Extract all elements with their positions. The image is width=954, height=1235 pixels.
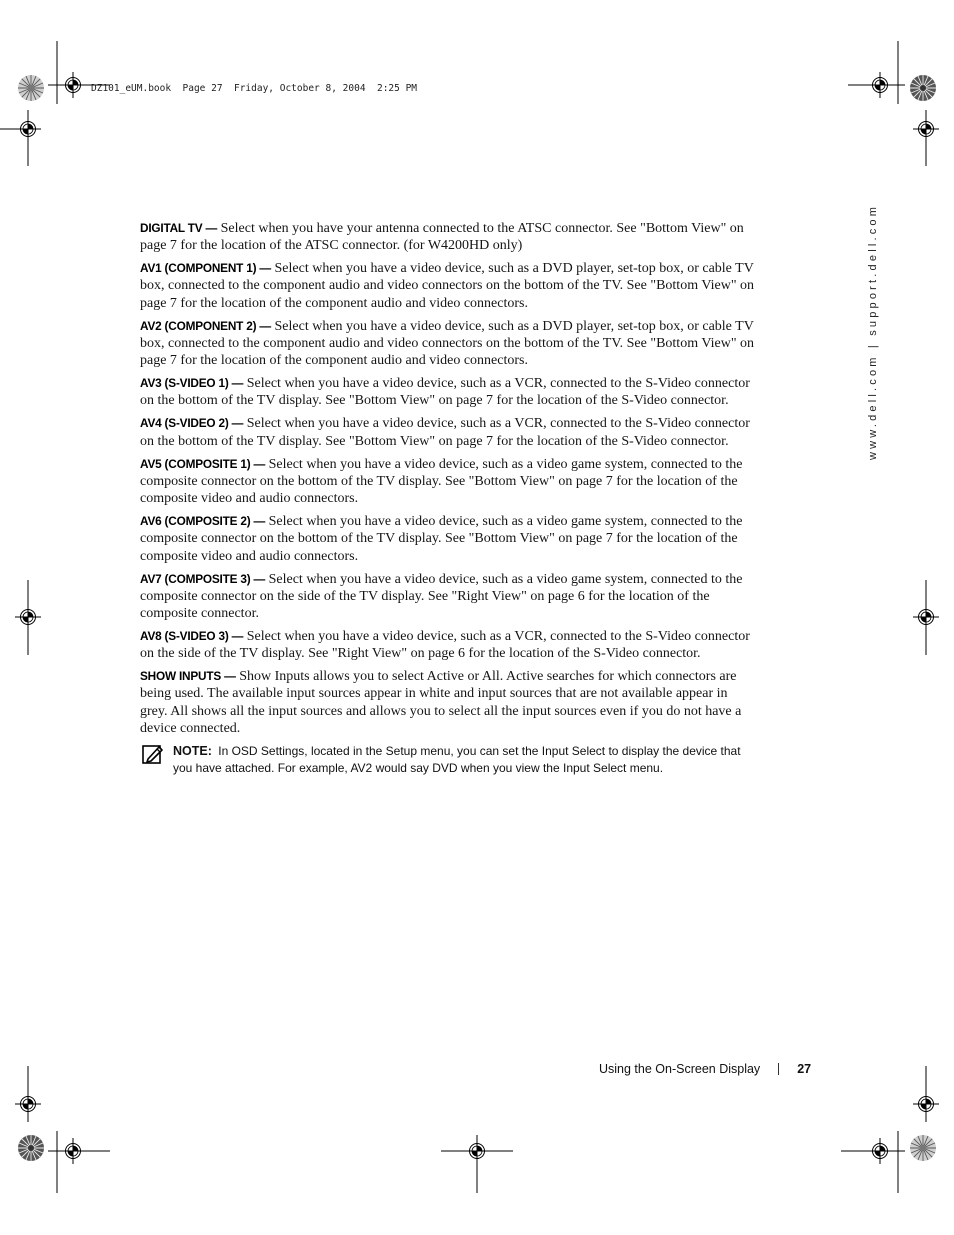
page-number: 27 bbox=[797, 1062, 812, 1076]
entry-text: Select when you have a video device, such as a video game system, connected to the composite connector on the side of the TV display. See "Right View" on page 6 for the location of the composite connector. bbox=[140, 571, 743, 622]
entry-term: DIGITAL TV — bbox=[140, 221, 218, 235]
entry-text: Select when you have a video device, such as a DVD player, set-top box, or cable TV box, connected to the component audio and video connectors on the bottom of the TV. See "Bottom View" on page 7 for the location of the component audio and video connectors. bbox=[140, 261, 755, 311]
entry-text: Select when you have a video device, such as a video game system, connected to the composite connector on the bottom of the TV display. See "Bottom View" on page 7 for the location of the composite video and audio connectors. bbox=[140, 514, 743, 564]
pencil-note-icon bbox=[142, 744, 164, 764]
entry-text: Select when you have a video device, such as a video game system, connected to the composite connector on the bottom of the TV display. See "Bottom View" on page 7 for the location of the composite video and audio connectors. bbox=[140, 456, 743, 507]
entry-av2 bbox=[140, 318, 757, 370]
entry-av4 bbox=[140, 415, 757, 450]
footer-section-title: Using the On-Screen Display bbox=[599, 1062, 761, 1076]
entry-text: Select when you have a video device, such as a VCR, connected to the S-Video connector on the bottom of the TV display. See "Bottom View" on page 7 for the location of the S-Video connector. bbox=[140, 376, 750, 409]
content bbox=[140, 220, 757, 778]
entry-av1 bbox=[140, 260, 757, 312]
entry-term: AV3 (S-VIDEO 1) — bbox=[140, 376, 244, 391]
entry-term: SHOW INPUTS — bbox=[140, 669, 236, 684]
entry-av8 bbox=[140, 628, 757, 663]
entry-show-inputs bbox=[140, 668, 757, 737]
print-header: DZ101_eUM.book Page 27 Friday, October 8, 2004 2:25 PM bbox=[91, 83, 418, 94]
entry-text: Select when you have a video device, such as a VCR, connected to the S-Video connector on the side of the TV display. See "Right View" on page 6 for the location of the S-Video connector. bbox=[140, 628, 750, 662]
entry-av6 bbox=[140, 513, 757, 565]
note-label: NOTE: bbox=[173, 743, 212, 758]
entry-text: Select when you have a video device, such as a VCR, connected to the S-Video connector on the bottom of the TV display. See "Bottom View" on page 7 for the location of the S-Video connector. bbox=[140, 416, 750, 449]
entry-text: Select when you have your antenna connected to the ATSC connector. See "Bottom View" on page 7 for the location of the ATSC connector. (for W4200HD only) bbox=[140, 221, 744, 254]
entry-term: AV7 (COMPOSITE 3) — bbox=[140, 571, 266, 586]
entry-term: AV8 (S-VIDEO 3) — bbox=[140, 628, 244, 643]
entry-term: AV1 (COMPONENT 1) — bbox=[140, 261, 271, 276]
entry-term: AV4 (S-VIDEO 2) — bbox=[140, 416, 244, 431]
page-footer bbox=[599, 1062, 811, 1076]
entry-text: Show Inputs allows you to select Active or All. Active searches for which connectors are being used. The available input sources appear in white and input sources that are not available appear in grey. All shows all the input sources and allows you to select all the input sources even if you do not have a device connected. bbox=[140, 669, 742, 737]
note-block bbox=[140, 743, 757, 778]
entry-term: AV6 (COMPOSITE 2) — bbox=[140, 514, 266, 529]
side-url-text: www.dell.com | support.dell.com bbox=[867, 203, 879, 460]
entry-av3 bbox=[140, 375, 757, 410]
entry-term: AV5 (COMPOSITE 1) — bbox=[140, 456, 266, 471]
entry-av7 bbox=[140, 571, 757, 623]
entry-term: AV2 (COMPONENT 2) — bbox=[140, 318, 271, 333]
entry-text: Select when you have a video device, such as a DVD player, set-top box, or cable TV box, connected to the component audio and video connectors on the bottom of the TV. See "Bottom View" on page 7 for the location of the component audio and video connectors. bbox=[140, 318, 755, 369]
note-text: In OSD Settings, located in the Setup menu, you can set the Input Select to display the device that you have attached. For example, AV2 would say DVD when you view the Input Select menu. bbox=[173, 743, 741, 776]
entry-av5 bbox=[140, 456, 757, 508]
entry-digital-tv bbox=[140, 220, 757, 255]
footer-divider bbox=[778, 1063, 779, 1075]
